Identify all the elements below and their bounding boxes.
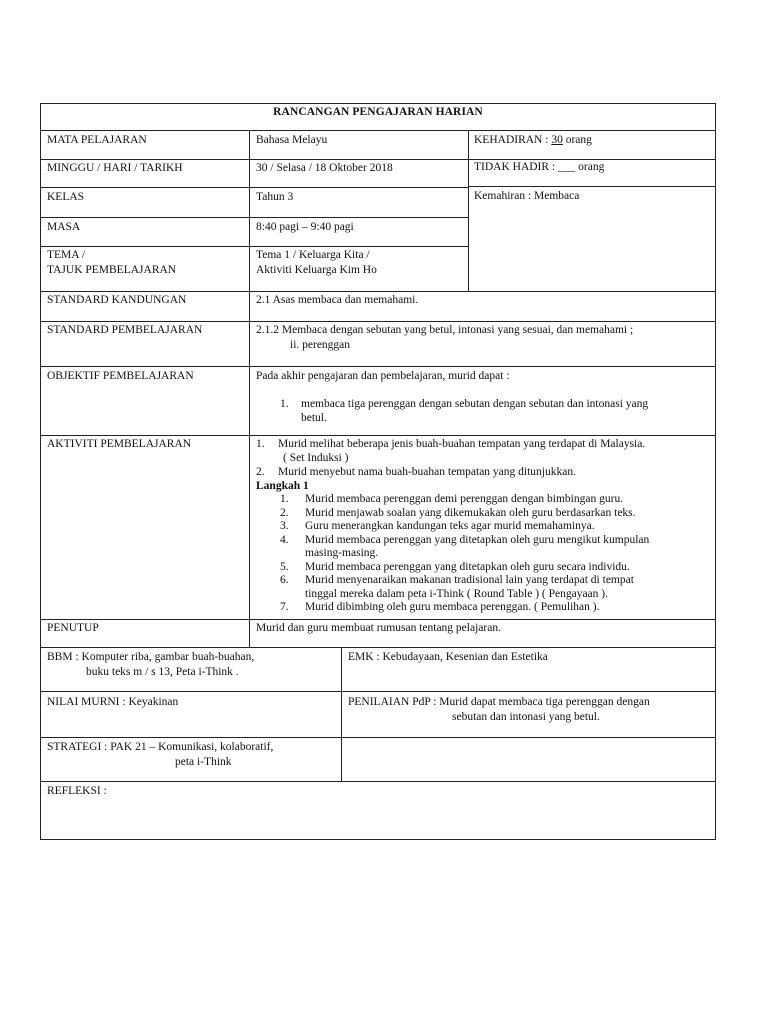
rule-row4 (40, 246, 468, 247)
activity-step-number: 2. (280, 506, 289, 519)
activity-step-text: Murid dibimbing oleh guru membaca perenggan. ( Pemulihan ). (305, 601, 600, 613)
rule-title (40, 130, 716, 131)
activity-step-text: Murid membaca perenggan demi perenggan dengan bimbingan guru. (305, 493, 624, 505)
label-aktiviti: AKTIVITI PEMBELAJARAN (47, 438, 192, 450)
value-penutup: Murid dan guru membuat rumusan tentang pelajaran. (256, 622, 501, 634)
objektif-item-line2: betul. (301, 412, 327, 424)
activity-step (280, 534, 710, 561)
rule-row7 (40, 366, 716, 367)
value-tema-line1: Tema 1 / Keluarga Kita / (256, 249, 370, 261)
activity-step (280, 493, 710, 507)
col-divider-2 (468, 130, 469, 291)
activity-step (280, 601, 710, 615)
activity-step-number: 1. (280, 493, 289, 505)
kehadiran-field (474, 133, 592, 147)
activity-step-text: Murid menyenaraikan makanan tradisional lain yang terdapat di tempat (305, 574, 634, 586)
rule-row10 (40, 647, 716, 648)
rule-row2-right (468, 186, 716, 187)
rule-row11 (40, 691, 716, 692)
langkah-heading: Langkah 1 (256, 480, 309, 492)
activity-step (280, 574, 710, 601)
value-standard-kandungan: 2.1 Asas membaca dan memahami. (256, 294, 419, 306)
rule-row13 (40, 781, 716, 782)
activity-step (280, 561, 710, 575)
activity-step-text: Murid membaca perenggan yang ditetapkan oleh guru secara individu. (305, 560, 630, 573)
label-kelas: KELAS (47, 191, 85, 203)
label-standard-pembelajaran: STANDARD PEMBELAJARAN (47, 324, 203, 336)
aktiviti-intro2: Murid menyebut nama buah-buahan tempatan yang ditunjukkan. (278, 466, 576, 478)
activity-step-number: 5. (280, 560, 289, 573)
value-kelas: Tahun 3 (256, 191, 294, 203)
aktiviti-intro2-num: 2. (256, 466, 265, 478)
label-objektif: OBJEKTIF PEMBELAJARAN (47, 370, 194, 382)
rule-row9 (40, 619, 716, 620)
nilai-murni-field: NILAI MURNI : Keyakinan (47, 696, 179, 708)
objektif-item-num: 1. (280, 398, 289, 410)
activity-step-text: Murid membaca perenggan yang ditetapkan oleh guru mengikut kumpulan (305, 533, 650, 546)
label-tema-line1: TEMA / (47, 249, 86, 261)
rule-row3 (40, 217, 468, 218)
tidak-hadir-field: TIDAK HADIR : ___ orang (474, 161, 605, 173)
value-standard-pembelajaran-line2: ii. perenggan (290, 339, 351, 351)
label-minggu: MINGGU / HARI / TARIKH (47, 162, 183, 174)
col-divider-bottom (341, 647, 342, 781)
kemahiran-field: Kemahiran : Membaca (474, 190, 580, 202)
label-mata-pelajaran: MATA PELAJARAN (47, 134, 147, 146)
activity-step-text: Guru menerangkan kandungan teks agar murid memahaminya. (305, 520, 595, 532)
objektif-intro: Pada akhir pengajaran dan pembelajaran, murid dapat : (256, 370, 510, 382)
activity-step-number: 7. (280, 601, 289, 613)
label-tema-line2: TAJUK PEMBELAJARAN (47, 264, 177, 276)
col-divider-1 (249, 130, 250, 647)
activity-steps-list (280, 493, 710, 615)
rule-row8 (40, 435, 716, 436)
strategi-line1: STRATEGI : PAK 21 – Komunikasi, kolaboratif, (47, 741, 274, 753)
kehadiran-value: 30 (551, 134, 563, 146)
objektif-item-line1: membaca tiga perenggan dengan sebutan dengan sebutan dan intonasi yang (301, 398, 649, 410)
value-masa: 8:40 pagi – 9:40 pagi (256, 221, 354, 233)
penilaian-line2: sebutan dan intonasi yang betul. (452, 711, 600, 723)
strategi-line2: peta i-Think (175, 756, 232, 768)
kehadiran-unit: orang (562, 134, 592, 146)
refleksi-field: REFLEKSI : (47, 785, 107, 797)
activity-step-text: Murid menjawab soalan yang dikemukakan oleh guru berdasarkan teks. (305, 506, 636, 519)
aktiviti-intro1-line1: Murid melihat beberapa jenis buah-buahan tempatan yang terdapat di Malaysia. (278, 438, 646, 450)
page-title: RANCANGAN PENGAJARAN HARIAN (273, 106, 483, 118)
rule-row12 (40, 737, 716, 738)
activity-step (280, 507, 710, 521)
label-masa: MASA (47, 221, 81, 233)
rule-row2 (40, 187, 468, 188)
label-standard-kandungan: STANDARD KANDUNGAN (47, 294, 187, 306)
aktiviti-intro1-num: 1. (256, 438, 265, 450)
rule-row6 (40, 321, 716, 322)
bbm-line2: buku teks m / s 13, Peta i-Think . (86, 666, 239, 678)
activity-step-number: 6. (280, 574, 289, 586)
rule-row1 (40, 159, 716, 160)
penilaian-line1: PENILAIAN PdP : Murid dapat membaca tiga perenggan dengan (348, 696, 650, 708)
activity-step-number: 3. (280, 520, 289, 532)
bbm-line1: BBM : Komputer riba, gambar buah-buahan, (47, 651, 255, 663)
label-penutup: PENUTUP (47, 622, 99, 634)
value-tema-line2: Aktiviti Keluarga Kim Ho (256, 264, 377, 276)
kehadiran-label: KEHADIRAN : (474, 134, 552, 146)
activity-step-text: tinggal mereka dalam peta i-Think ( Round Table ) ( Pengayaan ). (305, 587, 608, 600)
activity-step-text: masing-masing. (305, 547, 379, 559)
value-mata-pelajaran: Bahasa Melayu (256, 134, 328, 146)
rule-row5 (40, 291, 716, 292)
activity-step (280, 520, 710, 534)
emk-field: EMK : Kebudayaan, Kesenian dan Estetika (348, 651, 548, 663)
aktiviti-intro1-line2: ( Set Induksi ) (283, 452, 349, 464)
value-minggu: 30 / Selasa / 18 Oktober 2018 (256, 162, 393, 174)
activity-step-number: 4. (280, 533, 289, 546)
value-standard-pembelajaran-line1: 2.1.2 Membaca dengan sebutan yang betul, intonasi yang sesuai, dan memahami ; (256, 324, 634, 336)
